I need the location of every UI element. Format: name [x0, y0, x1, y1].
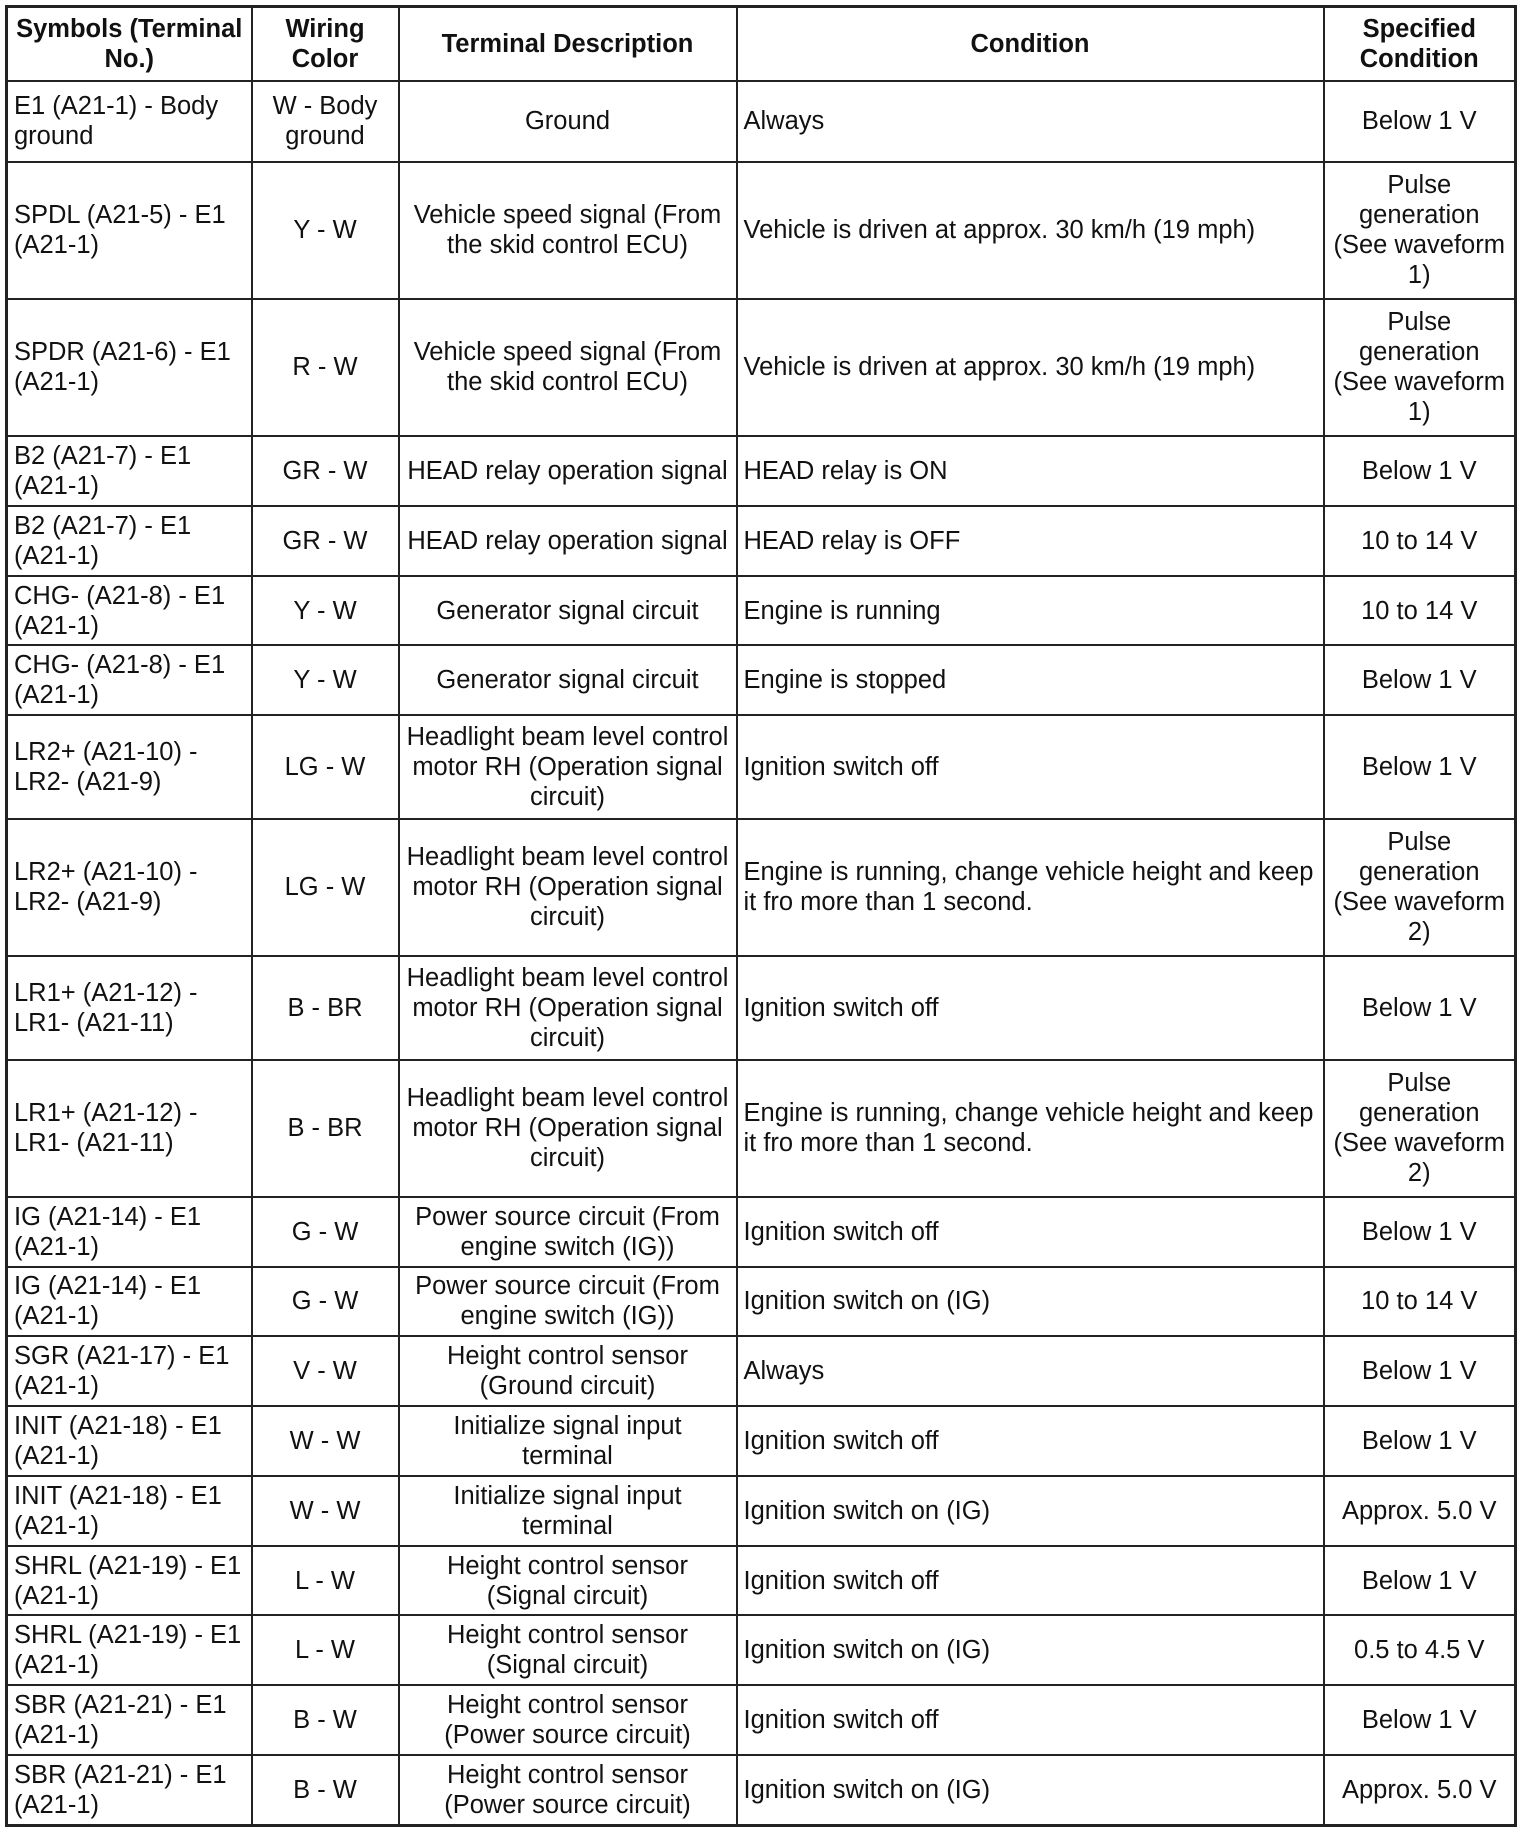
wiring-color-cell: B - W	[252, 1685, 399, 1755]
specified-condition-cell: Below 1 V	[1324, 1406, 1516, 1476]
table-row	[7, 299, 1516, 436]
condition-cell: Ignition switch off	[737, 715, 1324, 819]
terminal-table	[5, 5, 1517, 1827]
terminal-description-cell: Generator signal circuit	[399, 576, 737, 646]
condition-cell: Ignition switch on (IG)	[737, 1615, 1324, 1685]
wiring-color-cell: W - Body ground	[252, 81, 399, 162]
wiring-color-cell: R - W	[252, 299, 399, 436]
condition-cell: Ignition switch on (IG)	[737, 1755, 1324, 1826]
terminal-description-cell: HEAD relay operation signal	[399, 506, 737, 576]
specified-condition-cell: Pulse generation (See waveform 1)	[1324, 299, 1516, 436]
wiring-color-cell: GR - W	[252, 506, 399, 576]
header-condition: Condition	[737, 7, 1324, 81]
terminal-description-cell: Height control sensor (Signal circuit)	[399, 1615, 737, 1685]
terminal-description-cell: Initialize signal input terminal	[399, 1406, 737, 1476]
terminal-description-cell: Height control sensor (Power source circuit)	[399, 1685, 737, 1755]
table-row	[7, 1615, 1516, 1685]
specified-condition-cell: Approx. 5.0 V	[1324, 1476, 1516, 1546]
symbol-cell: INIT (A21-18) - E1 (A21-1)	[7, 1406, 252, 1476]
terminal-description-cell: Generator signal circuit	[399, 645, 737, 715]
table-row	[7, 576, 1516, 646]
condition-cell: Ignition switch on (IG)	[737, 1476, 1324, 1546]
symbol-cell: IG (A21-14) - E1 (A21-1)	[7, 1267, 252, 1337]
wiring-color-cell: L - W	[252, 1546, 399, 1616]
specified-condition-cell: Below 1 V	[1324, 715, 1516, 819]
table-row	[7, 1755, 1516, 1826]
header-symbols: Symbols (Terminal No.)	[7, 7, 252, 81]
table-row	[7, 81, 1516, 162]
symbol-cell: E1 (A21-1) - Body ground	[7, 81, 252, 162]
condition-cell: Engine is running, change vehicle height and keep it fro more than 1 second.	[737, 1060, 1324, 1197]
symbol-cell: INIT (A21-18) - E1 (A21-1)	[7, 1476, 252, 1546]
specified-condition-cell: Below 1 V	[1324, 1336, 1516, 1406]
specified-condition-cell: Below 1 V	[1324, 1546, 1516, 1616]
specified-condition-cell: Below 1 V	[1324, 436, 1516, 506]
table-row	[7, 645, 1516, 715]
terminal-description-cell: Vehicle speed signal (From the skid control ECU)	[399, 299, 737, 436]
wiring-color-cell: Y - W	[252, 576, 399, 646]
specified-condition-cell: Approx. 5.0 V	[1324, 1755, 1516, 1826]
symbol-cell: SPDL (A21-5) - E1 (A21-1)	[7, 162, 252, 299]
symbol-cell: SBR (A21-21) - E1 (A21-1)	[7, 1755, 252, 1826]
symbol-cell: LR1+ (A21-12) - LR1- (A21-11)	[7, 956, 252, 1060]
specified-condition-cell: Below 1 V	[1324, 81, 1516, 162]
terminal-table-container	[5, 5, 1514, 1827]
terminal-description-cell: Vehicle speed signal (From the skid control ECU)	[399, 162, 737, 299]
symbol-cell: CHG- (A21-8) - E1 (A21-1)	[7, 576, 252, 646]
specified-condition-cell: 10 to 14 V	[1324, 1267, 1516, 1337]
condition-cell: Engine is running	[737, 576, 1324, 646]
wiring-color-cell: Y - W	[252, 645, 399, 715]
wiring-color-cell: GR - W	[252, 436, 399, 506]
terminal-description-cell: Power source circuit (From engine switch (IG))	[399, 1267, 737, 1337]
condition-cell: Ignition switch on (IG)	[737, 1267, 1324, 1337]
wiring-color-cell: LG - W	[252, 715, 399, 819]
condition-cell: Vehicle is driven at approx. 30 km/h (19 mph)	[737, 299, 1324, 436]
condition-cell: Ignition switch off	[737, 1406, 1324, 1476]
table-row	[7, 1685, 1516, 1755]
table-row	[7, 1336, 1516, 1406]
table-row	[7, 506, 1516, 576]
symbol-cell: SGR (A21-17) - E1 (A21-1)	[7, 1336, 252, 1406]
table-row	[7, 819, 1516, 956]
specified-condition-cell: Below 1 V	[1324, 1685, 1516, 1755]
condition-cell: Always	[737, 1336, 1324, 1406]
table-row	[7, 715, 1516, 819]
terminal-description-cell: Headlight beam level control motor RH (Operation signal circuit)	[399, 819, 737, 956]
specified-condition-cell: 10 to 14 V	[1324, 576, 1516, 646]
symbol-cell: LR2+ (A21-10) - LR2- (A21-9)	[7, 715, 252, 819]
table-row	[7, 436, 1516, 506]
symbol-cell: SPDR (A21-6) - E1 (A21-1)	[7, 299, 252, 436]
terminal-description-cell: Height control sensor (Signal circuit)	[399, 1546, 737, 1616]
table-body	[7, 81, 1516, 1826]
terminal-description-cell: Headlight beam level control motor RH (Operation signal circuit)	[399, 956, 737, 1060]
specified-condition-cell: Pulse generation (See waveform 1)	[1324, 162, 1516, 299]
wiring-color-cell: G - W	[252, 1267, 399, 1337]
symbol-cell: IG (A21-14) - E1 (A21-1)	[7, 1197, 252, 1267]
condition-cell: Vehicle is driven at approx. 30 km/h (19 mph)	[737, 162, 1324, 299]
table-row	[7, 1267, 1516, 1337]
header-row	[7, 7, 1516, 81]
table-row	[7, 162, 1516, 299]
wiring-color-cell: B - W	[252, 1755, 399, 1826]
terminal-description-cell: HEAD relay operation signal	[399, 436, 737, 506]
condition-cell: HEAD relay is OFF	[737, 506, 1324, 576]
terminal-description-cell: Initialize signal input terminal	[399, 1476, 737, 1546]
header-wiring-color: Wiring Color	[252, 7, 399, 81]
symbol-cell: LR2+ (A21-10) - LR2- (A21-9)	[7, 819, 252, 956]
wiring-color-cell: B - BR	[252, 956, 399, 1060]
terminal-description-cell: Ground	[399, 81, 737, 162]
header-terminal-description: Terminal Description	[399, 7, 737, 81]
symbol-cell: LR1+ (A21-12) - LR1- (A21-11)	[7, 1060, 252, 1197]
table-row	[7, 1060, 1516, 1197]
wiring-color-cell: G - W	[252, 1197, 399, 1267]
symbol-cell: B2 (A21-7) - E1 (A21-1)	[7, 506, 252, 576]
terminal-description-cell: Headlight beam level control motor RH (Operation signal circuit)	[399, 1060, 737, 1197]
condition-cell: Engine is stopped	[737, 645, 1324, 715]
specified-condition-cell: 0.5 to 4.5 V	[1324, 1615, 1516, 1685]
wiring-color-cell: B - BR	[252, 1060, 399, 1197]
specified-condition-cell: Pulse generation (See waveform 2)	[1324, 819, 1516, 956]
wiring-color-cell: W - W	[252, 1476, 399, 1546]
wiring-color-cell: W - W	[252, 1406, 399, 1476]
table-row	[7, 1546, 1516, 1616]
symbol-cell: B2 (A21-7) - E1 (A21-1)	[7, 436, 252, 506]
symbol-cell: SBR (A21-21) - E1 (A21-1)	[7, 1685, 252, 1755]
condition-cell: Ignition switch off	[737, 1685, 1324, 1755]
table-row	[7, 956, 1516, 1060]
specified-condition-cell: Below 1 V	[1324, 956, 1516, 1060]
condition-cell: HEAD relay is ON	[737, 436, 1324, 506]
specified-condition-cell: Below 1 V	[1324, 1197, 1516, 1267]
specified-condition-cell: 10 to 14 V	[1324, 506, 1516, 576]
symbol-cell: CHG- (A21-8) - E1 (A21-1)	[7, 645, 252, 715]
wiring-color-cell: V - W	[252, 1336, 399, 1406]
header-specified-condition: Specified Condition	[1324, 7, 1516, 81]
condition-cell: Ignition switch off	[737, 1197, 1324, 1267]
table-row	[7, 1406, 1516, 1476]
terminal-description-cell: Height control sensor (Ground circuit)	[399, 1336, 737, 1406]
terminal-description-cell: Height control sensor (Power source circuit)	[399, 1755, 737, 1826]
specified-condition-cell: Pulse generation (See waveform 2)	[1324, 1060, 1516, 1197]
terminal-description-cell: Headlight beam level control motor RH (Operation signal circuit)	[399, 715, 737, 819]
symbol-cell: SHRL (A21-19) - E1 (A21-1)	[7, 1546, 252, 1616]
condition-cell: Engine is running, change vehicle height and keep it fro more than 1 second.	[737, 819, 1324, 956]
wiring-color-cell: L - W	[252, 1615, 399, 1685]
wiring-color-cell: LG - W	[252, 819, 399, 956]
table-row	[7, 1197, 1516, 1267]
terminal-description-cell: Power source circuit (From engine switch (IG))	[399, 1197, 737, 1267]
condition-cell: Ignition switch off	[737, 956, 1324, 1060]
specified-condition-cell: Below 1 V	[1324, 645, 1516, 715]
wiring-color-cell: Y - W	[252, 162, 399, 299]
condition-cell: Ignition switch off	[737, 1546, 1324, 1616]
table-row	[7, 1476, 1516, 1546]
symbol-cell: SHRL (A21-19) - E1 (A21-1)	[7, 1615, 252, 1685]
condition-cell: Always	[737, 81, 1324, 162]
